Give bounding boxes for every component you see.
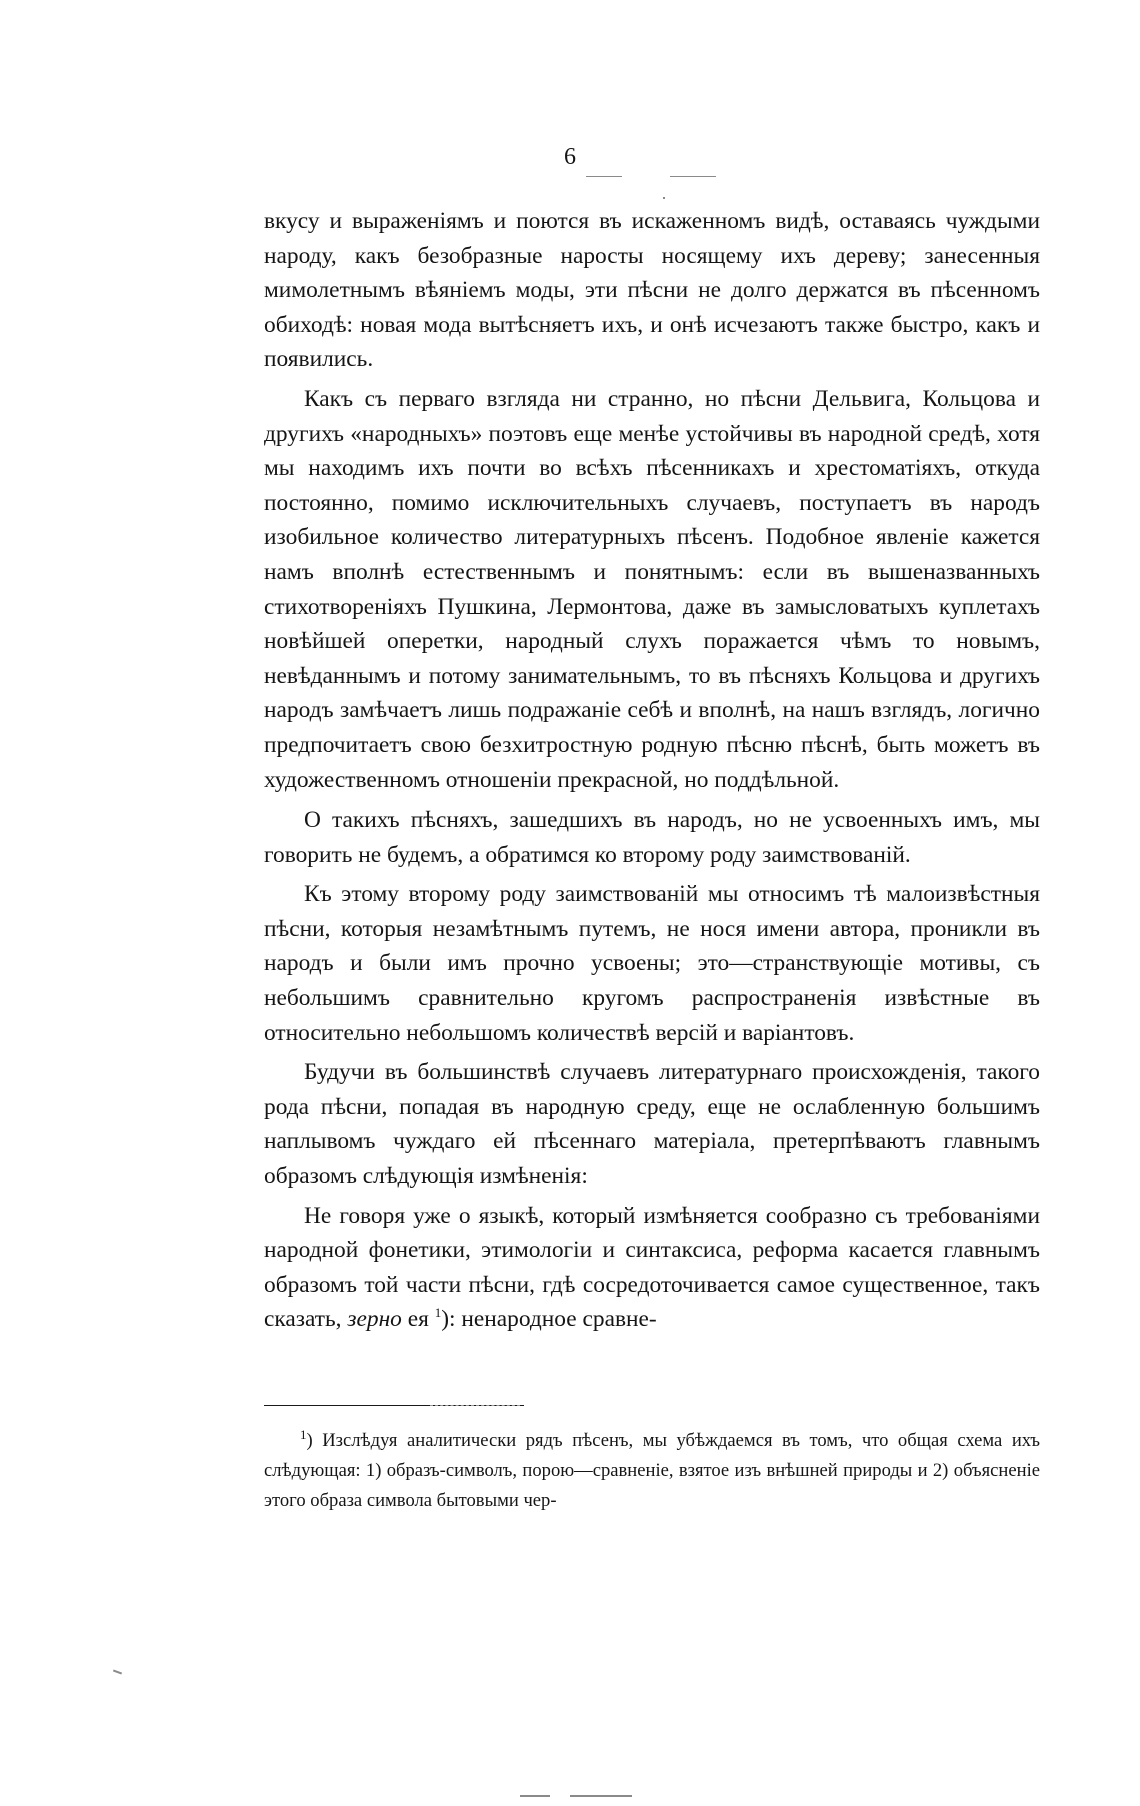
paragraph: Какъ съ перваго взгляда ни странно, но пѣсни Дельвига, Кольцова и другихъ «народныхъ» поэтовъ еще менѣе устойчивы въ народной средѣ, хотя мы находимъ ихъ почти во всѣхъ пѣсенникахъ и хрестоматіяхъ, откуда постоянно, помимо исключительныхъ случаевъ, поступаетъ въ народъ изобильное количество литературныхъ пѣсенъ. Подобное явленіе кажется намъ вполнѣ естественнымъ и понятнымъ: если въ вышеназванныхъ стихотвореніяхъ Пушкина, Лермонтова, даже въ замысловатыхъ куплетахъ новѣйшей оперетки, народный слухъ поражается чѣмъ то новымъ, невѣданнымъ и потому занимательнымъ, то въ пѣсняхъ Кольцова и другихъ народъ замѣчаетъ лишь подражаніе себѣ и вполнѣ, на нашъ взглядъ, логично предпочитаетъ свою безхитростную родную пѣсню пѣснѣ, быть можетъ въ художественномъ отношеніи прекрасной, но поддѣльной.	[264, 385, 1040, 793]
scan-artifact-left	[113, 1670, 122, 1675]
footnote-marker: 1	[300, 1426, 307, 1442]
paragraph-text: Не говоря уже о языкѣ, который измѣняется сообразно съ требованіями народной фонетики, этимологіи и синтаксиса, реформа касается главнымъ образомъ той части пѣсни, гдѣ сосредоточивается самое существенное, такъ сказать,	[264, 1202, 1040, 1333]
footnote-reference: 1	[434, 1305, 442, 1321]
footnote-separator-faint	[430, 1405, 520, 1406]
scan-artifact-bottom-2	[570, 1795, 632, 1797]
page-number: 6	[564, 144, 576, 170]
paragraph-text: ): ненародное сравне-	[441, 1306, 657, 1333]
paragraph: вкусу и выраженіямъ и поются въ искаженномъ видѣ, оставаясь чуждыми народу, какъ безобразные наросты носящему ихъ дереву; занесенныя мимолетнымъ вѣяніемъ моды, эти пѣсни не долго держатся въ пѣсенномъ обиходѣ: новая мода вытѣсняетъ ихъ, и онѣ исчезаютъ также быстро, какъ и появились.	[264, 208, 1040, 373]
emphasis-word: зерно	[347, 1306, 402, 1333]
paragraph-text: ея	[401, 1306, 435, 1333]
paragraph: Будучи въ большинствѣ случаевъ литературнаго происхожденія, такого рода пѣсни, попадая въ народную среду, еще не ослабленную большимъ наплывомъ чуждаго ей пѣсеннаго матеріала, претерпѣваютъ главнымъ образомъ слѣдующія измѣненія:	[264, 1059, 1040, 1190]
main-text	[264, 204, 1040, 1342]
paragraph: О такихъ пѣсняхъ, зашедшихъ въ народъ, но не усвоенныхъ имъ, мы говорить не будемъ, а обратимся ко второму роду заимствованій.	[264, 807, 1040, 868]
footnote	[264, 1426, 1040, 1516]
scan-artifact-top-3	[663, 197, 665, 199]
paragraph: Къ этому второму роду заимствованій мы относимъ тѣ малоизвѣстныя пѣсни, которыя незамѣтнымъ путемъ, не нося имени автора, проникли въ народъ и были имъ прочно усвоены; это—странствующіе мотивы, съ небольшимъ сравнительно кругомъ распространенія извѣстные въ относительно небольшомъ количествѣ версій и варіантовъ.	[264, 881, 1040, 1046]
paragraph-with-footnote	[264, 1199, 1040, 1337]
scan-artifact-top-2	[670, 176, 716, 177]
scan-artifact-bottom-1	[520, 1795, 550, 1797]
scan-artifact-top-1	[586, 176, 622, 177]
footnote-text: ) Изслѣдуя аналитически рядъ пѣсенъ, мы убѣждаемся въ томъ, что общая схема ихъ слѣдующая: 1) образъ-символъ, порою—сравненіе, взятое изъ внѣшней природы и 2) объясненіе этого образа символа бытовыми чер-	[264, 1430, 1040, 1511]
